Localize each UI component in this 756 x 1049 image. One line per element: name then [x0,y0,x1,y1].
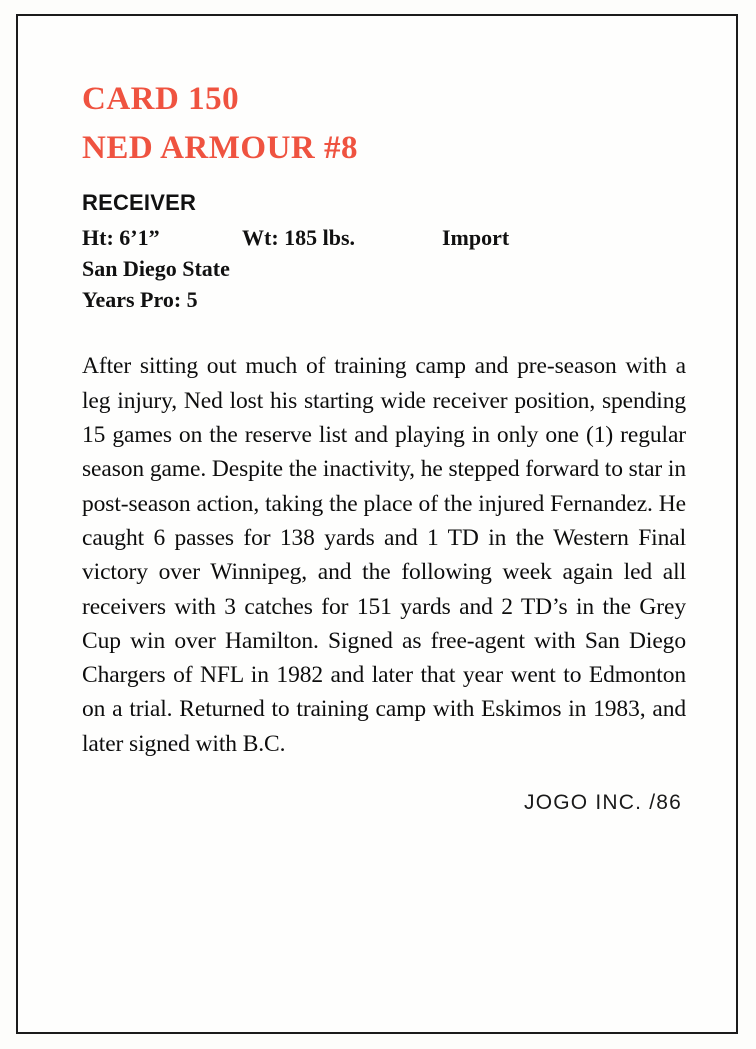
card-content [82,76,686,815]
player-import-status: Import [442,224,510,250]
player-college: San Diego State [82,255,230,281]
player-biography-text: After sitting out much of training camp and pre-season with a leg injury, Ned lost his starting wide receiver position, spending 15 games on the reserve list and playing in only one (1) regular season game. Despite the inactivity, he stepped forward to star in post-season action, taking the place of the injured Fernandez. He caught 6 passes for 138 yards and 1 TD in the Western Final victory over Winnipeg, and the following week again led all receivers with 3 catches for 151 yards and 2 TD’s in the Grey Cup win over Hamilton. Signed as free-agent with San Diego Chargers of NFL in 1982 and later that year went to Edmonton on a trial. Returned to training camp with Eskimos in 1983, and later signed with B.C. [82,353,686,757]
player-name: NED ARMOUR #8 [82,129,358,166]
player-height: Ht: 6’1” [82,224,160,250]
player-years-pro: Years Pro: 5 [82,287,198,313]
card-border [16,14,738,1034]
publisher-credit: JOGO INC. /86 [524,790,682,814]
player-position: RECEIVER [82,189,197,215]
bio-measurements-row [82,222,686,253]
player-bio-block [82,222,686,316]
card-number: CARD 150 [82,81,240,117]
player-weight: Wt: 185 lbs. [242,224,356,250]
